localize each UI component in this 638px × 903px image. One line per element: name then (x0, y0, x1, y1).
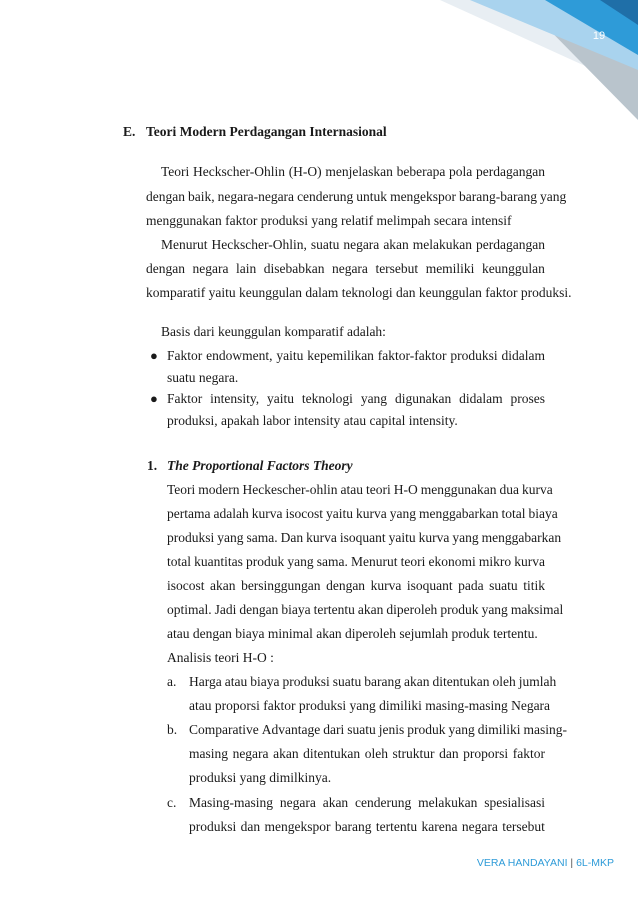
sub-para-line-1: Teori modern Heckescher-ohlin atau teori H-O menggunakan dua kurva (167, 482, 553, 497)
page-number: 19 (592, 30, 606, 42)
bullet-1-line-1: Faktor endowment, yaitu kepemilikan faktor-faktor produksi didalam (167, 348, 545, 363)
para2-line-3: komparatif yaitu keunggulan dalam teknologi dan keunggulan faktor produksi. (146, 285, 572, 300)
para2-line-2: dengan negara lain disebabkan negara tersebut memiliki keunggulan (146, 261, 545, 276)
bullet-icon: ● (150, 391, 158, 406)
corner-decoration (0, 0, 638, 120)
footer-code: 6L-MKP (576, 857, 614, 869)
basis-intro: Basis dari keunggulan komparatif adalah: (161, 324, 386, 339)
item-b-line-1: Comparative Advantage dari suatu jenis produk yang dimiliki masing- (189, 722, 567, 737)
bullet-2-line-1: Faktor intensity, yaitu teknologi yang digunakan didalam proses (167, 391, 545, 406)
bullet-icon: ● (150, 348, 158, 363)
item-c-line-1: Masing-masing negara akan cenderung melakukan spesialisasi (189, 795, 545, 810)
page-footer (477, 857, 614, 869)
section-title: Teori Modern Perdagangan Internasional (146, 124, 387, 139)
item-b-line-2: masing negara akan ditentukan oleh struktur dan proporsi faktor (189, 746, 545, 761)
bullet-1-line-2: suatu negara. (167, 370, 239, 385)
item-b-label: b. (167, 722, 178, 737)
footer-author: VERA HANDAYANI (476, 857, 568, 869)
section-label: E. (123, 124, 136, 139)
sub-para-line-2: pertama adalah kurva isocost yaitu kurva yang menggabarkan total biaya (167, 506, 558, 521)
para1-line-2: dengan baik, negara-negara cenderung untuk mengekspor barang-barang yang (146, 189, 567, 204)
sub-para-line-7: atau dengan biaya minimal akan diperoleh sejumlah produk tertentu. (167, 626, 538, 641)
para2-line-1: Menurut Heckscher-Ohlin, suatu negara akan melakukan perdagangan (161, 237, 545, 252)
para1-line-1: Teori Heckscher-Ohlin (H-O) menjelaskan beberapa pola perdagangan (161, 164, 545, 179)
para1-line-3: menggunakan faktor produksi yang relatif melimpah secara intensif (146, 213, 512, 228)
sub-para-line-3: produksi yang sama. Dan kurva isoquant yaitu kurva yang menggabarkan (167, 530, 562, 545)
subsection-title: The Proportional Factors Theory (167, 458, 353, 473)
item-a-line-2: atau proporsi faktor produksi yang dimiliki masing-masing Negara (189, 698, 551, 713)
sub-para-line-5: isocost akan bersinggungan dengan kurva isoquant pada suatu titik (167, 578, 545, 593)
footer-separator: | (567, 857, 577, 869)
item-b-line-3: produksi yang dimilkinya. (189, 770, 332, 785)
item-a-line-1: Harga atau biaya produksi suatu barang akan ditentukan oleh jumlah (189, 674, 557, 689)
subsection-number: 1. (147, 458, 158, 473)
sub-para-line-4: total kuantitas produk yang sama. Menurut teori ekonomi mikro kurva (167, 554, 545, 569)
item-c-line-2: produksi dan mengekspor barang tertentu karena negara tersebut (189, 819, 545, 834)
bullet-2-line-2: produksi, apakah labor intensity atau capital intensity. (167, 413, 458, 428)
analysis-label: Analisis teori H-O : (167, 650, 274, 665)
item-a-label: a. (167, 674, 177, 689)
sub-para-line-6: optimal. Jadi dengan biaya tertentu akan diperoleh produk yang maksimal (167, 602, 564, 617)
item-c-label: c. (167, 795, 177, 810)
